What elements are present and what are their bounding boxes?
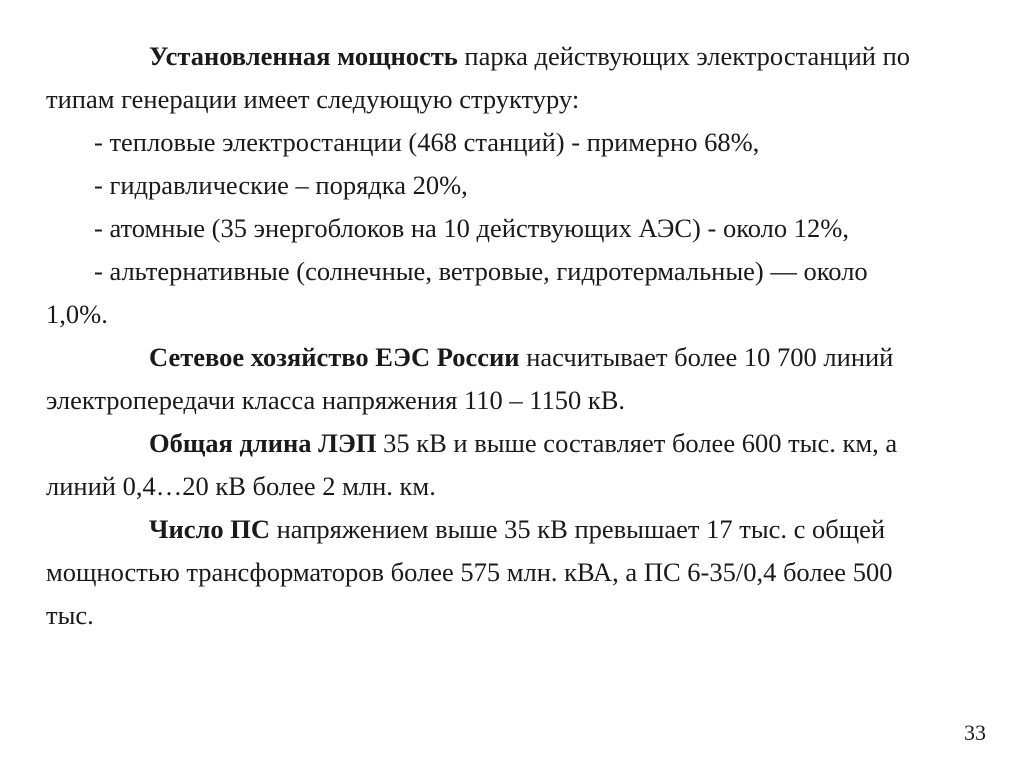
grid-line-2: электропередачи класса напряжения 110 – 1150 кВ. xyxy=(46,385,626,415)
substations-text: напряжением выше 35 кВ превышает 17 тыс. с общей xyxy=(269,514,886,544)
list-item-alternative-cont: 1,0%. xyxy=(46,299,108,329)
list-item-alternative: - альтернативные (солнечные, ветровые, гидротермальные) — около xyxy=(94,256,868,286)
substations-heading: Число ПС xyxy=(149,514,270,544)
list-item-hydro: - гидравлические – порядка 20%, xyxy=(94,170,468,200)
substations-line-3: тыс. xyxy=(46,600,94,630)
length-line-2: линий 0,4…20 кВ более 2 млн. км. xyxy=(46,471,436,501)
grid-text: насчитывает более 10 700 линий xyxy=(519,342,894,372)
length-text: 35 кВ и выше составляет более 600 тыс. км, а xyxy=(376,428,898,458)
installed-capacity-line-1 xyxy=(46,35,976,78)
installed-capacity-line-2: типам генерации имеет следующую структуру: xyxy=(46,84,580,114)
installed-capacity-text: парка действующих электростанций по xyxy=(457,41,911,71)
length-heading: Общая длина ЛЭП xyxy=(149,428,377,458)
page-number: 33 xyxy=(964,720,986,745)
installed-capacity-heading: Установленная мощность xyxy=(149,41,458,71)
substations-line-2: мощностью трансформаторов более 575 млн. кВА, а ПС 6-35/0,4 более 500 xyxy=(46,557,893,587)
grid-heading: Сетевое хозяйство ЕЭС России xyxy=(149,342,520,372)
list-item-thermal: - тепловые электростанции (468 станций) - примерно 68%, xyxy=(94,127,760,157)
grid-line-1 xyxy=(46,336,976,379)
length-line-1 xyxy=(46,422,976,465)
substations-line-1 xyxy=(46,508,976,551)
slide-text-body xyxy=(46,35,976,637)
list-item-nuclear: - атомные (35 энергоблоков на 10 действующих АЭС) - около 12%, xyxy=(94,213,849,243)
